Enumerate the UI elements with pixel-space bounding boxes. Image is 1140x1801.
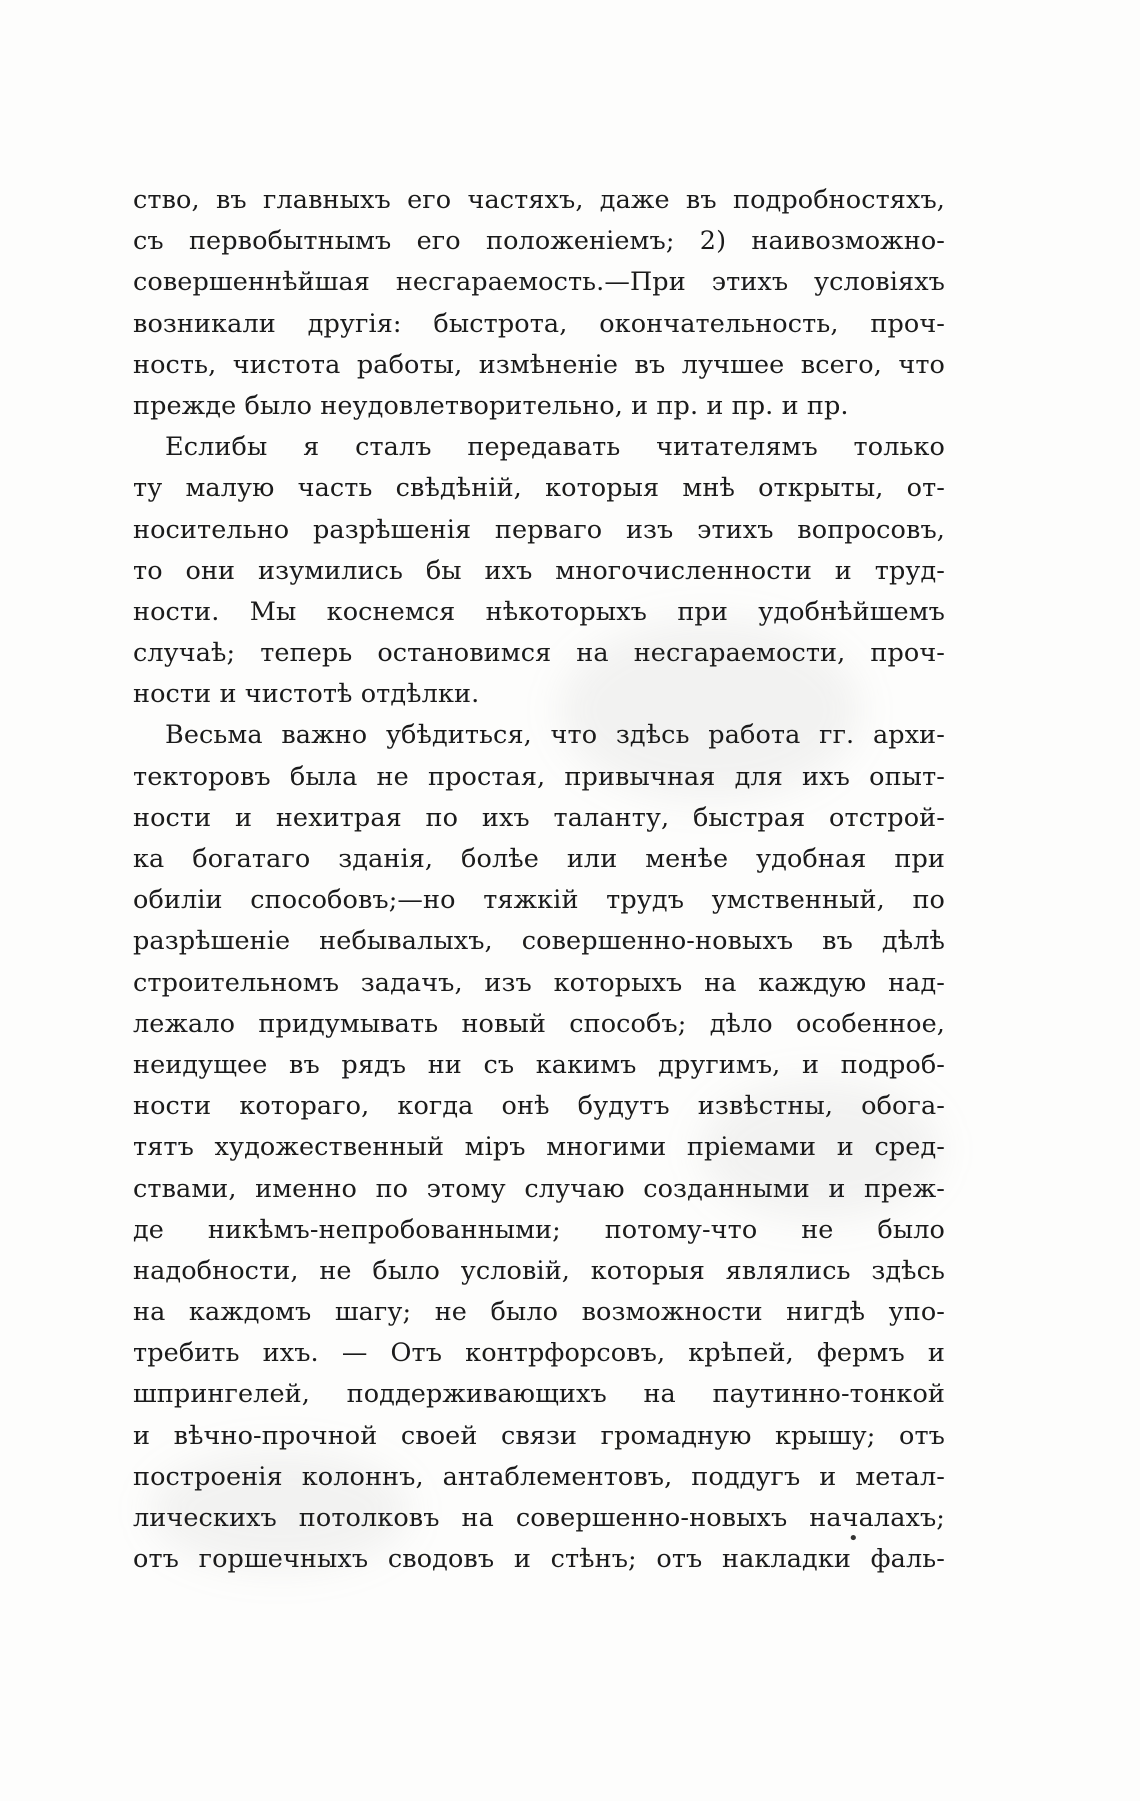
- text-line: тятъ художественный міръ многими пріемами и сред-: [133, 1132, 945, 1163]
- text-line: случаѣ; теперь остановимся на несгараемости, проч-: [133, 638, 945, 669]
- text-line: шпрингелей, поддерживающихъ на паутинно-тонкой: [133, 1379, 945, 1410]
- text-line: Еслибы я сталъ передавать читателямъ только: [165, 432, 945, 463]
- body-text: [133, 180, 945, 1580]
- text-line: неидущее въ рядъ ни съ какимъ другимъ, и подроб-: [133, 1049, 945, 1080]
- text-line: текторовъ была не простая, привычная для ихъ опыт-: [133, 761, 945, 792]
- text-line: Весьма важно убѣдиться, что здѣсь работа гг. архи-: [165, 720, 945, 751]
- text-line: носительно разрѣшенія перваго изъ этихъ вопросовъ,: [133, 514, 945, 545]
- text-line: разрѣшеніе небывалыхъ, совершенно-новыхъ въ дѣлѣ: [133, 926, 945, 957]
- text-line: на каждомъ шагу; не было возможности нигдѣ упо-: [133, 1297, 945, 1328]
- text-line: ности. Мы коснемся нѣкоторыхъ при удобнѣйшемъ: [133, 596, 945, 627]
- text-line: съ первобытнымъ его положеніемъ; 2) наивозможно-: [133, 226, 945, 257]
- text-line: ности и нехитрая по ихъ таланту, быстрая отстрой-: [133, 802, 945, 833]
- text-line: требить ихъ. — Отъ контрфорсовъ, крѣпей, фермъ и: [133, 1338, 945, 1369]
- text-line: ту малую часть свѣдѣній, которыя мнѣ открыты, от-: [133, 473, 945, 504]
- text-line: ности и чистотѣ отдѣлки.: [133, 679, 480, 710]
- text-line: ствами, именно по этому случаю созданными и преж-: [133, 1173, 945, 1204]
- text-line: ность, чистота работы, измѣненіе въ лучшее всего, что: [133, 349, 945, 380]
- text-line: лежало придумывать новый способъ; дѣло особенное,: [133, 1008, 945, 1039]
- text-line: надобности, не было условій, которыя являлись здѣсь: [133, 1255, 945, 1286]
- text-line: прежде было неудовлетворительно, и пр. и пр. и пр.: [133, 390, 849, 421]
- text-line: лическихъ потолковъ на совершенно-новыхъ началахъ;: [133, 1503, 945, 1533]
- text-line: совершеннѣйшая несгараемость.—При этихъ условіяхъ: [133, 267, 945, 298]
- text-line: возникали другія: быстрота, окончательность, проч-: [133, 308, 945, 339]
- text-line: обиліи способовъ;—но тяжкій трудъ умственный, по: [133, 885, 945, 916]
- text-line: ка богатаго зданія, болѣе или менѣе удобная при: [133, 844, 945, 874]
- text-line: и вѣчно-прочной своей связи громадную крышу; отъ: [133, 1420, 945, 1451]
- text-line: ности котораго, когда онѣ будутъ извѣстны, обога-: [133, 1091, 945, 1122]
- text-line: строительномъ задачъ, изъ которыхъ на каждую над-: [133, 967, 945, 998]
- page-speck: •: [848, 1528, 859, 1549]
- text-line: де никѣмъ-непробованными; потому-что не было: [133, 1214, 945, 1245]
- text-line: то они изумились бы ихъ многочисленности и труд-: [133, 555, 945, 586]
- text-line: построенія колоннъ, антаблементовъ, поддугъ и метал-: [133, 1461, 945, 1492]
- text-line: ство, въ главныхъ его частяхъ, даже въ подробностяхъ,: [133, 185, 945, 215]
- text-line: отъ горшечныхъ сводовъ и стѣнъ; отъ накладки фаль-: [133, 1544, 945, 1575]
